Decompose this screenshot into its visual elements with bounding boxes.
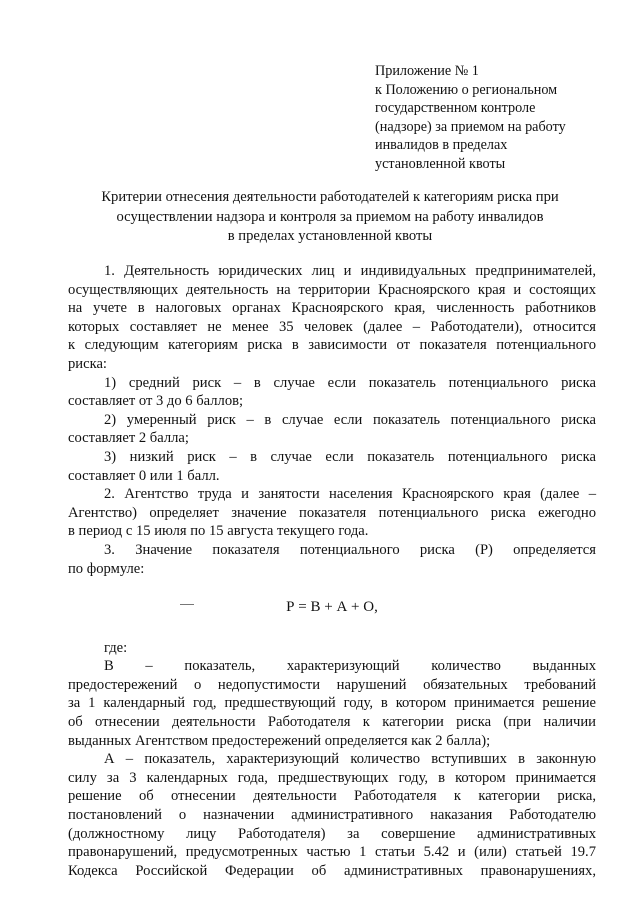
definition-a-line: А – показатель, характеризующий количество вступивших в законную (104, 751, 596, 768)
risk-low-line: составляет 0 или 1 балл. (68, 467, 220, 484)
risk-formula: Р = В + А + О, (286, 599, 378, 616)
risk-moderate-line: 2) умеренный риск – в случае если показатель потенциального риска (104, 411, 596, 428)
appendix-header (375, 62, 615, 174)
title-line: в пределах установленной квоты (227, 228, 433, 244)
title-line: осуществлении надзора и контроля за приемом на работу инвалидов (116, 208, 544, 225)
paragraph-2-line: в период с 15 июля по 15 августа текущего года. (68, 523, 369, 540)
definition-a-line: правонарушений, предусмотренных частью 1 статьи 5.42 и (или) статьей 19.7 (68, 844, 596, 861)
risk-medium-line: составляет от 3 до 6 баллов; (68, 393, 244, 410)
risk-moderate-line: составляет 2 балла; (68, 430, 189, 447)
definition-a-line: Кодекса Российской Федерации об административных правонарушениях, (68, 862, 596, 879)
definition-b-line: за 1 календарный год, предшествующий году, в котором принимается решение (68, 695, 596, 712)
paragraph-3-line: по формуле: (68, 560, 145, 577)
appendix-line: инвалидов в пределах (375, 137, 508, 154)
definition-b-line: об отнесении деятельности Работодателя к категории риска (при наличии (68, 714, 596, 731)
definition-a-line: постановлений о назначении административного наказания Работодателю (68, 807, 596, 824)
document-title (60, 188, 600, 247)
definition-a-line: силу за 3 календарных года, предшествующих году, в котором принимается (68, 769, 596, 786)
appendix-line: (надзоре) за приемом на работу (375, 118, 566, 135)
paragraph-1-line: осуществляющих деятельность на территории Красноярского края и состоящих (68, 281, 596, 298)
definition-a-line: (должностному лицу Работодателя) за совершение административных (68, 825, 596, 842)
appendix-line: Приложение № 1 (375, 63, 479, 79)
where-label: где: (104, 639, 128, 656)
definition-a-line: решение об отнесении деятельности Работодателя к категории риска, (68, 788, 596, 805)
paragraph-2-line: Агентство) определяет значение показателя потенциального риска ежегодно (68, 504, 596, 521)
paragraph-1-line: на учете в налоговых органах Красноярского края, численность работников (68, 300, 596, 317)
document-body (68, 262, 596, 880)
paragraph-3-line: 3. Значение показателя потенциального риска (Р) определяется (104, 541, 596, 558)
appendix-line: к Положению о региональном (375, 81, 558, 98)
scan-artifact-mark (180, 604, 194, 605)
paragraph-1-line: которых составляет не менее 35 человек (далее – Работодатели), относится (68, 318, 596, 335)
paragraph-1-line: к следующим категориям риска в зависимости от показателя потенциального (68, 337, 596, 354)
appendix-line: установленной квоты (375, 155, 506, 172)
risk-medium-line: 1) средний риск – в случае если показатель потенциального риска (104, 374, 596, 391)
paragraph-1-line: риска: (68, 355, 107, 372)
definition-b-line: выданных Агентством предостережений определяется как 2 балла); (68, 732, 491, 749)
appendix-line: государственном контроле (375, 100, 536, 117)
paragraph-2-line: 2. Агентство труда и занятости населения Красноярского края (далее – (104, 486, 596, 503)
title-line: Критерии отнесения деятельности работодателей к категориям риска при (101, 189, 559, 205)
risk-low-line: 3) низкий риск – в случае если показатель потенциального риска (104, 448, 596, 465)
paragraph-1-line: 1. Деятельность юридических лиц и индивидуальных предпринимателей, (104, 263, 596, 279)
definition-b-line: В – показатель, характеризующий количество выданных (104, 658, 596, 675)
definition-b-line: предостережений о недопустимости нарушений обязательных требований (68, 676, 596, 693)
